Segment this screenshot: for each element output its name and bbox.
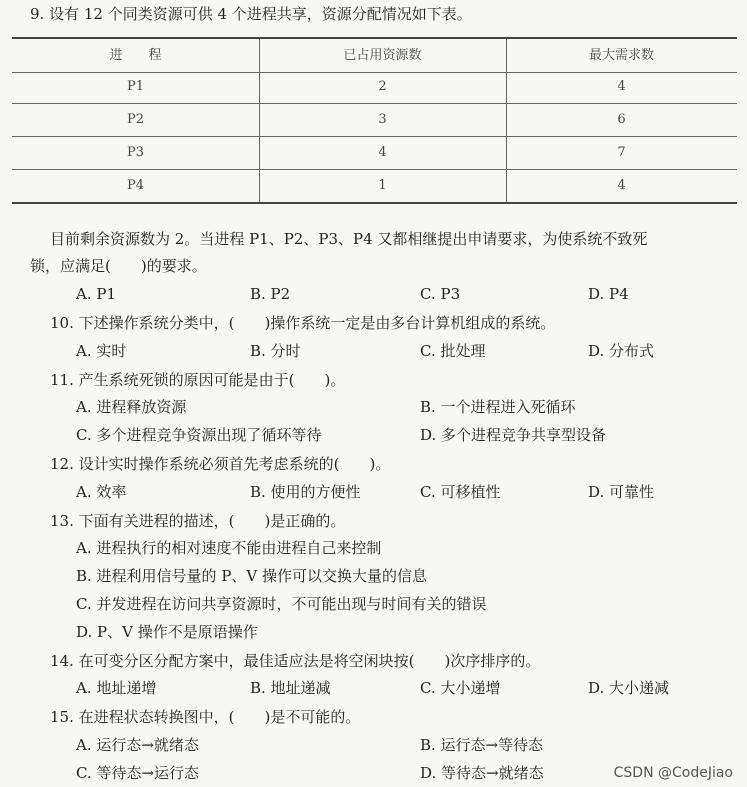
header-allocated: 已占用资源数 — [259, 39, 507, 72]
q10-option-d: D. 分布式 — [588, 342, 655, 360]
q12-option-d: D. 可靠性 — [588, 483, 655, 501]
cell-allocated: 1 — [259, 169, 507, 202]
q9-body-line2: 锁，应满足( )的要求。 — [30, 257, 207, 275]
q14-option-c: C. 大小递增 — [420, 679, 501, 697]
q9-option-a: A. P1 — [76, 285, 117, 303]
q14-option-b: B. 地址递减 — [250, 679, 331, 697]
cell-allocated: 3 — [259, 103, 507, 136]
q9-option-c: C. P3 — [420, 285, 461, 303]
cell-process: P2 — [12, 103, 260, 136]
q12-option-c: C. 可移植性 — [420, 483, 501, 501]
q10-stem: 10. 下述操作系统分类中，( )操作系统一定是由多台计算机组成的系统。 — [50, 314, 556, 332]
cell-allocated: 2 — [259, 70, 507, 103]
q13-option-d: D. P、V 操作不是原语操作 — [76, 623, 258, 641]
q13-option-c: C. 并发进程在访问共享资源时，不可能出现与时间有关的错误 — [76, 595, 487, 613]
q11-option-d: D. 多个进程竞争共享型设备 — [420, 426, 607, 444]
table-header-row — [12, 37, 737, 73]
q15-option-a: A. 运行态→就绪态 — [76, 736, 199, 754]
q9-stem: 9. 设有 12 个同类资源可供 4 个进程共享，资源分配情况如下表。 — [30, 5, 472, 23]
q10-option-c: C. 批处理 — [420, 342, 486, 360]
q12-option-b: B. 使用的方便性 — [250, 483, 361, 501]
q11-option-c: C. 多个进程竞争资源出现了循环等待 — [76, 426, 322, 444]
q15-option-b: B. 运行态→等待态 — [420, 736, 544, 754]
cell-max-need: 7 — [617, 145, 626, 160]
table-row — [12, 169, 737, 204]
q11-stem: 11. 产生系统死锁的原因可能是由于( )。 — [50, 371, 346, 389]
cell-process: P1 — [12, 70, 260, 103]
header-process: 进 程 — [12, 39, 260, 72]
q14-option-d: D. 大小递减 — [588, 679, 670, 697]
watermark: CSDN @CodeJiao — [613, 765, 733, 781]
resource-table — [12, 37, 737, 201]
q15-option-c: C. 等待态→运行态 — [76, 764, 200, 782]
q9-body-line1: 目前剩余资源数为 2。当进程 P1、P2、P3、P4 又都相继提出申请要求，为使系统不致死 — [50, 230, 648, 248]
table-row — [12, 103, 737, 137]
cell-process: P3 — [12, 136, 260, 169]
q13-option-a: A. 进程执行的相对速度不能由进程自己来控制 — [76, 539, 382, 557]
q13-stem: 13. 下面有关进程的描述，( )是正确的。 — [50, 512, 346, 530]
q9-option-d: D. P4 — [588, 285, 629, 303]
q11-option-b: B. 一个进程进入死循环 — [420, 398, 576, 416]
q15-stem: 15. 在进程状态转换图中，( )是不可能的。 — [50, 708, 361, 726]
q12-option-a: A. 效率 — [76, 483, 127, 501]
header-max-need: 最大需求数 — [588, 48, 654, 63]
cell-max-need: 4 — [617, 178, 626, 193]
q10-option-a: A. 实时 — [76, 342, 127, 360]
q13-option-b: B. 进程利用信号量的 P、V 操作可以交换大量的信息 — [76, 567, 428, 585]
q12-stem: 12. 设计实时操作系统必须首先考虑系统的( )。 — [50, 455, 391, 473]
q10-option-b: B. 分时 — [250, 342, 301, 360]
q14-stem: 14. 在可变分区分配方案中，最佳适应法是将空闲块按( )次序排序的。 — [50, 652, 541, 670]
cell-allocated: 4 — [259, 136, 507, 169]
cell-max-need: 4 — [617, 79, 626, 94]
cell-process: P4 — [12, 169, 260, 202]
q14-option-a: A. 地址递增 — [76, 679, 157, 697]
q11-option-a: A. 进程释放资源 — [76, 398, 187, 416]
cell-max-need: 6 — [617, 112, 626, 127]
table-row — [12, 136, 737, 170]
q15-option-d: D. 等待态→就绪态 — [420, 764, 544, 782]
table-row — [12, 70, 737, 104]
q9-option-b: B. P2 — [250, 285, 291, 303]
